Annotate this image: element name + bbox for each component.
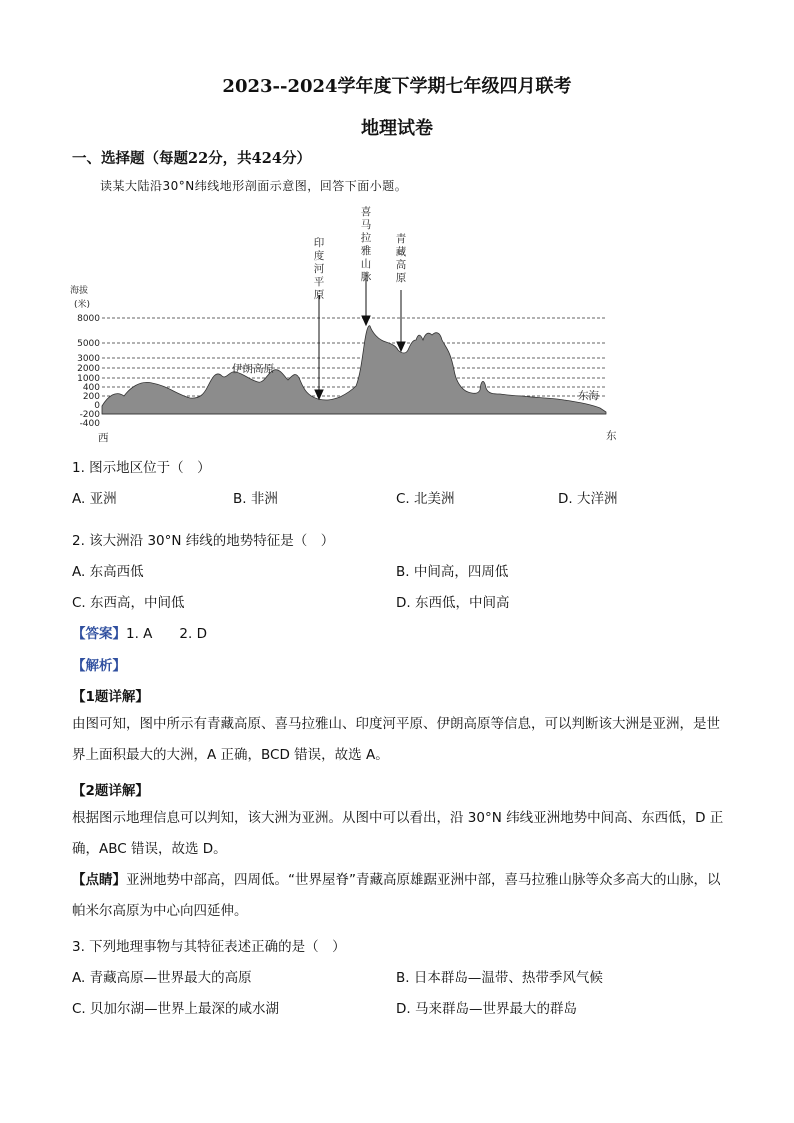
label-indus-plain: [314, 236, 325, 301]
section-heading: 一、选择题（每题22分，共424分）: [72, 150, 311, 167]
terrain-profile-svg: [68, 200, 628, 448]
svg-text:原: 原: [395, 272, 407, 284]
exam-title: 2023--2024学年度下学期七年级四月联考: [222, 76, 572, 97]
q1-option-d[interactable]: D. 大洋洲: [558, 491, 618, 507]
q2-option-d[interactable]: D. 东西低，中间高: [396, 595, 510, 611]
detail2-text: 根据图示地理信息可以判知，该大洲为亚洲。从图中可以看出，沿 30°N 纬线亚洲地势中间高、东西低，D 正确，ABC 错误，故选 D。: [72, 810, 724, 857]
q2-option-c[interactable]: C. 东西高，中间低: [72, 595, 185, 611]
svg-text:山: 山: [360, 258, 372, 270]
terrain-silhouette: [102, 326, 606, 414]
label-himalaya: [361, 205, 372, 283]
svg-text:度: 度: [313, 250, 325, 262]
exam-subtitle: 地理试卷: [361, 118, 433, 139]
answer-text: 1. A 2. D: [126, 626, 207, 642]
q3-option-c[interactable]: C. 贝加尔湖—世界上最深的咸水湖: [72, 1001, 280, 1017]
q1-option-b[interactable]: B. 非洲: [233, 491, 278, 507]
svg-text:河: 河: [313, 263, 325, 275]
svg-text:马: 马: [360, 219, 372, 231]
y-axis-label: 海拔: [70, 286, 89, 296]
tick-label: -400: [79, 419, 100, 429]
q2-option-a[interactable]: A. 东高西低: [72, 564, 144, 580]
svg-text:平: 平: [313, 276, 325, 288]
tick-label: 0: [94, 401, 100, 411]
tick-label: 2000: [77, 364, 100, 374]
svg-text:喜: 喜: [360, 206, 372, 218]
svg-text:印: 印: [313, 237, 325, 249]
label-east-sea: 东海: [578, 390, 599, 402]
tick-label: 3000: [77, 354, 100, 364]
answer-label: 【答案】: [72, 626, 126, 642]
tick-label: -200: [79, 410, 100, 420]
detail2-label: 【2题详解】: [72, 783, 149, 799]
svg-text:青: 青: [395, 233, 407, 245]
label-tibetan-plateau: [396, 232, 407, 284]
tick-label: 1000: [77, 374, 100, 384]
svg-text:原: 原: [313, 289, 325, 301]
q1-option-c[interactable]: C. 北美洲: [396, 491, 455, 507]
q2-stem: 2. 该大洲沿 30°N 纬线的地势特征是（ ）: [72, 533, 335, 549]
comment-label: 【点睛】: [72, 872, 126, 888]
terrain-profile-figure: [68, 200, 628, 452]
q1-option-a[interactable]: A. 亚洲: [72, 491, 117, 507]
detail1-text: 由图可知，图中所示有青藏高原、喜马拉雅山、印度河平原、伊朗高原等信息，可以判断该大洲是亚洲，是世界上面积最大的大洲，A 正确，BCD 错误，故选 A。: [72, 716, 720, 763]
reference-lines: [102, 318, 606, 396]
svg-text:高: 高: [395, 259, 407, 271]
detail1-label: 【1题详解】: [72, 689, 149, 705]
q3-option-b[interactable]: B. 日本群岛—温带、热带季风气候: [396, 970, 603, 986]
tick-label: 8000: [77, 314, 100, 324]
tick-label: 200: [82, 392, 100, 402]
label-west: 西: [98, 432, 109, 444]
q2-option-b[interactable]: B. 中间高，四周低: [396, 564, 509, 580]
tick-label: 5000: [77, 339, 100, 349]
svg-text:藏: 藏: [395, 246, 407, 258]
tick-label: 400: [82, 383, 100, 393]
answer-line: [72, 622, 207, 642]
svg-text:拉: 拉: [360, 232, 372, 244]
label-east: 东: [606, 430, 617, 442]
svg-text:雅: 雅: [360, 245, 372, 257]
q3-option-a[interactable]: A. 青藏高原—世界最大的高原: [72, 970, 252, 986]
label-iran-plateau: 伊朗高原: [232, 363, 274, 375]
svg-text:脉: 脉: [360, 271, 372, 283]
q1-stem: 1. 图示地区位于（ ）: [72, 460, 211, 476]
analysis-label: 【解析】: [72, 658, 126, 674]
q3-option-d[interactable]: D. 马来群岛—世界最大的群岛: [396, 1001, 577, 1017]
figure-intro: 读某大陆沿30°N纬线地形剖面示意图，回答下面小题。: [100, 179, 408, 193]
comment-text: 亚洲地势中部高，四周低。“世界屋脊”青藏高原雄踞亚洲中部，喜马拉雅山脉等众多高大的山脉，以帕米尔高原为中心向四延伸。: [72, 872, 721, 919]
q3-stem: 3. 下列地理事物与其特征表述正确的是（ ）: [72, 939, 346, 955]
comment-block: [72, 865, 724, 927]
y-axis-unit: (米): [74, 300, 91, 310]
